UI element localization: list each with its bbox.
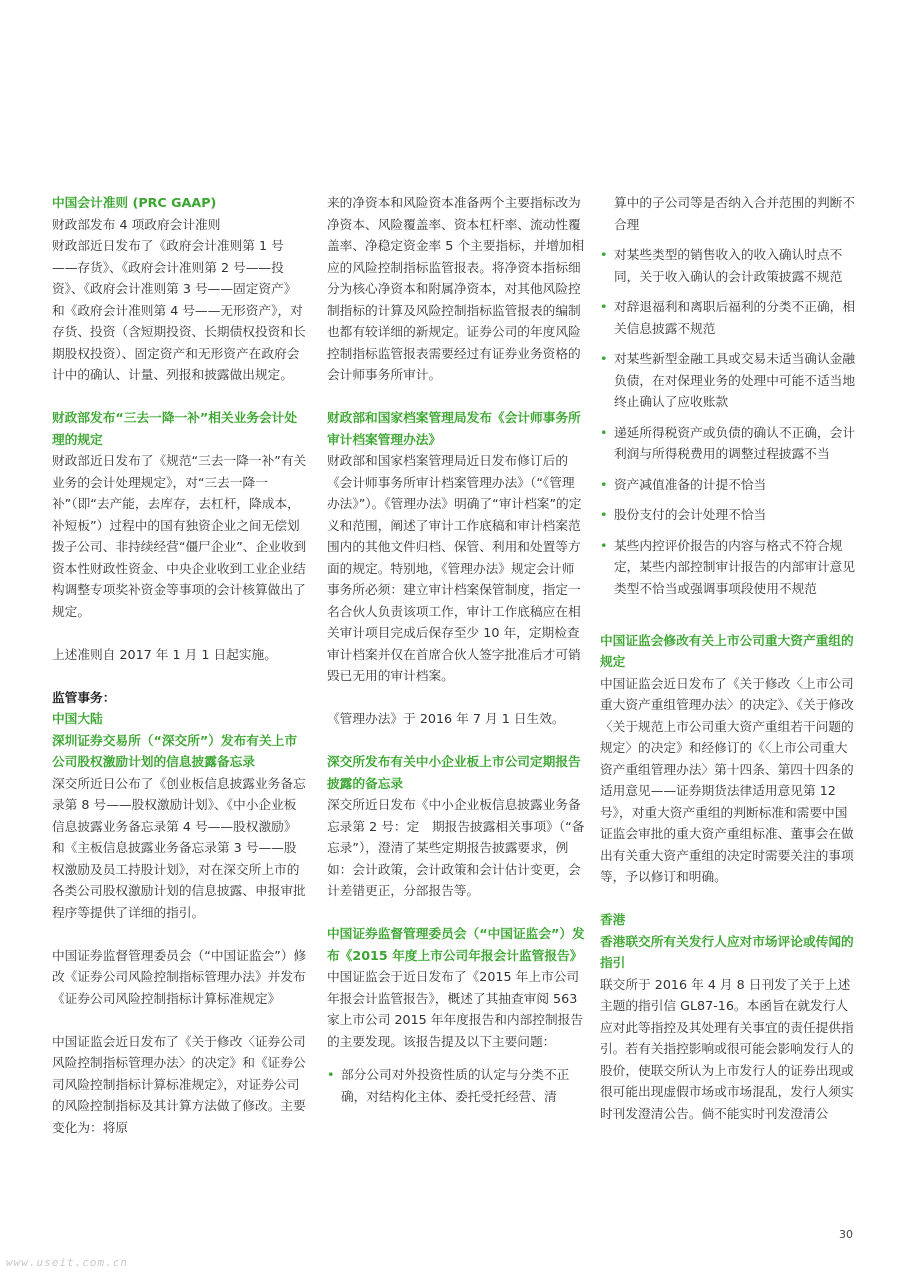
list-item: • 股份支付的会计处理不恰当 bbox=[600, 504, 858, 526]
column-right bbox=[600, 192, 858, 1124]
region-heading-mainland: 中国大陆 bbox=[52, 711, 103, 726]
paragraph: 财政部和国家档案管理局近日发布修订后的《会计师事务所审计档案管理办法》（“《管理办法》”）。《管理办法》明确了“审计档案”的定义和范围，阐述了审计工作底稿和审计档案范围内的其他文件归档、保管、利用和处置等方面的规定。特别地，《管理办法》规定会计师事务所必须：建立审计档案保管制度，指定一名合伙人负责该项工作，审计工作底稿应在相关审计项目完成后保存至少 10 年，定期检查审计档案并仅在首席合伙人签字批准后才可销毁已无用的审计档案。 bbox=[327, 453, 582, 683]
section-heading: 香港联交所有关发行人应对市场评论或传闻的指引 bbox=[600, 933, 854, 970]
paragraph: 深交所近日公布了《创业板信息披露业务备忘录第 8 号——股权激励计划》、《中小企业板信息披露业务备忘录第 4 号——股权激励》和《主板信息披露业务备忘录第 3 号——股权激励及员工持股计划》，对在深交所上市的各类公司股权激励计划的信息披露、申报审批程序等提供了详细的指引。 bbox=[52, 775, 306, 920]
paragraph: 中国证监会近日发布了《关于修改〈上市公司重大资产重组管理办法〉的决定》、《关于修改〈关于规范上市公司重大资产重组若干问题的规定〉的决定》和经修订的《〈上市公司重大资产重组管理办法〉第十四条、第四十四条的适用意见——证券期货法律适用意见第 12 号》，对重大资产重组的判断标准和需要中国证监会审批的重大资产重组标准、董事会在做出有关重大资产重组的决定时需要关注的事项等，予以修订和明确。 bbox=[600, 675, 854, 884]
list-item: • 对辞退福利和离职后福利的分类不正确，相关信息披露不规范 bbox=[600, 296, 858, 339]
paragraph: 财政部近日发布了《政府会计准则第 1 号——存货》、《政府会计准则第 2 号——投资》、《政府会计准则第 3 号——固定资产》和《政府会计准则第 4 号——无形资产》，对存货、投资（含短期投资、长期债权投资和长期股权投资）、固定资产和无形资产在政府会计中的确认、计量、列报和披露做出规定。 bbox=[52, 238, 306, 382]
regulatory-affairs-label: 监管事务： bbox=[52, 689, 116, 705]
section-heading: 财政部发布“三去一降一补”相关业务会计处理的规定 bbox=[52, 410, 298, 447]
section-heading: 中国证券监督管理委员会（“中国证监会”）发布《2015 年度上市公司年报会计监管报告》 bbox=[327, 926, 585, 963]
page-number: 30 bbox=[839, 1228, 853, 1241]
paragraph: 深交所近日发布《中小企业板信息披露业务备忘录第 2 号：定 期报告披露相关事项》（“备忘录”），澄清了某些定期报告披露要求，例如：会计政策，会计政策和会计估计变更，会计差错更正，分部报告等。 bbox=[327, 797, 585, 898]
section-subtitle: 财政部发布 4 项政府会计准则 bbox=[52, 216, 221, 232]
list-item: • 递延所得税资产或负债的确认不正确，会计利润与所得税费用的调整过程披露不当 bbox=[600, 422, 858, 465]
list-item: • 对某些新型金融工具或交易未适当确认金融负债，在对保理业务的处理中可能不适当地终止确认了应收账款 bbox=[600, 348, 858, 413]
paragraph: 中国证监会近日发布了《关于修改〈证券公司风险控制指标管理办法〉的决定》和《证券公司风险控制指标计算标准规定》，对证券公司的风险控制指标及其计算方法做了修改。主要变化为：将原 bbox=[52, 1033, 306, 1135]
effective-date-note: 《管理办法》于 2016 年 7 月 1 日生效。 bbox=[327, 711, 565, 726]
region-heading-hong-kong: 香港 bbox=[600, 912, 626, 927]
section-heading: 深圳证券交易所（“深交所”）发布有关上市公司股权激励计划的信息披露备忘录 bbox=[52, 732, 298, 769]
column-left bbox=[52, 192, 308, 1138]
issue-list bbox=[327, 1064, 585, 1107]
section-heading: 中国证监会修改有关上市公司重大资产重组的规定 bbox=[600, 632, 854, 669]
list-item-continuation: 算中的子公司等是否纳入合并范围的判断不合理 bbox=[614, 195, 856, 232]
watermark: www.useit.com.cn bbox=[6, 1256, 128, 1269]
paragraph: 中国证券监督管理委员会（“中国证监会”）修改《证券公司风险控制指标管理办法》并发布《证券公司风险控制指标计算标准规定》 bbox=[52, 947, 307, 1006]
issue-list bbox=[600, 244, 858, 599]
section-heading: 深交所发布有关中小企业板上市公司定期报告披露的备忘录 bbox=[327, 754, 581, 791]
paragraph: 联交所于 2016 年 4 月 8 日刊发了关于上述主题的指引信 GL87-16。本函旨在就发行人应对此等指控及其处理有关事宜的责任提供指引。若有关指控影响或很可能会影响发行人的股价，使联交所认为上市发行人的证券出现或很可能出现虚假市场或市场混乱，发行人须实时刊发澄清公告。倘不能实时刊发澄清公 bbox=[600, 976, 854, 1121]
column-middle bbox=[327, 192, 585, 1116]
list-item: • 某些内控评价报告的内容与格式不符合规定，某些内部控制审计报告的内部审计意见类型不恰当或强调事项段使用不规范 bbox=[600, 535, 858, 600]
paragraph: 中国证监会于近日发布了《2015 年上市公司年报会计监管报告》，概述了其抽查审阅 563 家上市公司 2015 年年度报告和内部控制报告的主要发现。该报告提及以下主要问题： bbox=[327, 969, 584, 1049]
prc-gaap-heading: 中国会计准则 (PRC GAAP) bbox=[52, 195, 217, 210]
paragraph: 财政部近日发布了《规范“三去一降一补”有关业务的会计处理规定》，对“三去一降一补”（即“去产能，去库存，去杠杆，降成本，补短板”）过程中的国有独资企业之间无偿划拨子公司、非持续经营“僵尸企业”、企业收到资本性财政性资金、中央企业收到工业企业结构调整专项奖补资金等事项的会计核算做出了规定。 bbox=[52, 453, 307, 619]
effective-date-note: 上述准则自 2017 年 1 月 1 日起实施。 bbox=[52, 646, 277, 662]
list-item: • 对某些类型的销售收入的收入确认时点不同，关于收入确认的会计政策披露不规范 bbox=[600, 244, 858, 287]
list-item: • 资产减值准备的计提不恰当 bbox=[600, 474, 858, 496]
section-heading: 财政部和国家档案管理局发布《会计师事务所审计档案管理办法》 bbox=[327, 410, 581, 447]
list-item: • 部分公司对外投资性质的认定与分类不正确，对结构化主体、委托受托经营、清 bbox=[327, 1064, 585, 1107]
paragraph: 来的净资本和风险资本准备两个主要指标改为净资本、风险覆盖率、资本杠杆率、流动性覆盖率、净稳定资金率 5 个主要指标，并增加相应的风险控制指标监管报表。将净资本指标细分为核心净资本和附属净资本，对其他风险控制指标的计算及风险控制指标监管报表的编制也都有较详细的新规定。证券公司的年度风险控制指标监管报表需要经过有证券业务资格的会计师事务所审计。 bbox=[327, 195, 585, 382]
